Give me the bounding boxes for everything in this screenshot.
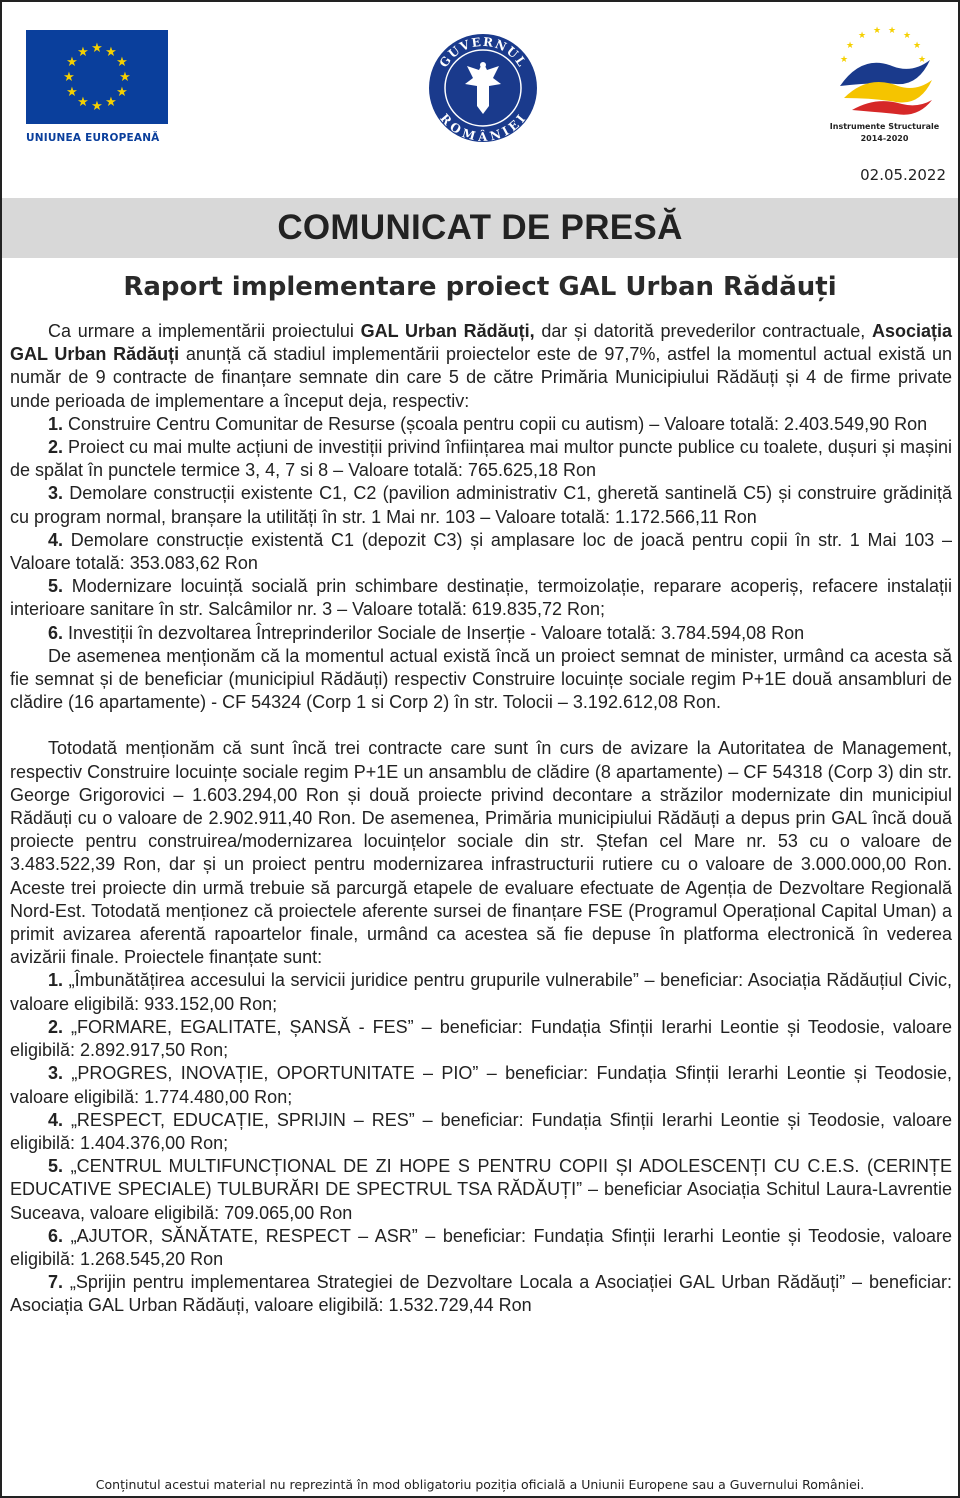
list-item-text: „Sprijin pentru implementarea Strategiei de Dezvoltare Locala a Asociației GAL Urban Rădăuți” – beneficiar: Asociația GAL Urban Rădăuți, valoare eligibilă: 1.532.729,44 Ron [10, 1272, 952, 1316]
list-item-number: 5. [48, 1156, 64, 1177]
eu-flag-icon [26, 30, 168, 124]
svg-text:★: ★ [872, 26, 882, 36]
svg-text:★: ★ [105, 45, 117, 60]
fse-list-item [10, 1016, 952, 1062]
intro-bold-1: GAL Urban Rădăuți, [360, 321, 535, 341]
page-title: COMUNICAT DE PRESĂ [277, 208, 683, 247]
paragraph-spacer [10, 714, 952, 737]
fse-list-item [10, 1225, 952, 1271]
body-text [10, 320, 952, 1318]
list-item [10, 622, 952, 645]
list-item-number: 1. [48, 413, 64, 434]
list-item-text: „AJUTOR, SĂNĂTATE, RESPECT – ASR” – beneficiar: Fundația Sfinții Ierarhi Leontie și Teodosie, valoare eligibilă: 1.268.545,20 Ron [10, 1225, 952, 1269]
intro-text-3: anunță că stadiul implementării proiectelor este de 97,7%, astfel la momentul actual există un număr de 9 contracte de finanțare semnate din care 5 de către Primăria Municipiului Rădăuți și 4 de firme private unde perioada de implementare a început deja, respectiv: [10, 344, 952, 411]
list-item-number: 4. [48, 1109, 64, 1130]
eu-label: UNIUNEA EUROPEANĂ [26, 132, 160, 144]
gov-seal-bottom-text: ROMÂNIEI [437, 111, 530, 144]
list-item-number: 5. [48, 576, 64, 597]
eu-logo [26, 30, 172, 144]
list-item-text: „Îmbunătățirea accesului la servicii juridice pentru grupurile vulnerabile” – beneficiar: Asociația Rădăuțiul Civic, valoare eligibilă: 933.152,00 Ron; [10, 970, 952, 1014]
svg-text:★: ★ [66, 85, 78, 100]
list-item [10, 482, 952, 528]
list-item-number: 3. [48, 1063, 64, 1084]
fse-list-item [10, 1109, 952, 1155]
list-item-number: 2. [48, 437, 64, 458]
svg-text:★: ★ [77, 95, 89, 110]
svg-text:★: ★ [857, 31, 867, 41]
list-item-text: „PROGRES, INOVAȚIE, OPORTUNITATE – PIO” – beneficiar: Fundația Sfinții Ierarhi Leontie și Teodosie, valoare eligibilă: 1.774.480,00 Ron; [10, 1063, 952, 1107]
fse-list-item [10, 1155, 952, 1225]
list-item [10, 575, 952, 621]
list-item [10, 436, 952, 482]
list-item-text: Modernizare locuință socială prin schimbare destinație, termoizolație, reparare acoperiș, refacere instalații interioare sanitare în str. Salcâmilor nr. 3 – Valoare totală: 619.835,72 Ron; [10, 576, 952, 620]
svg-text:★: ★ [119, 70, 131, 85]
additional-project-paragraph: De asemenea menționăm că la momentul actual există încă un proiect semnat de minister, urmând ca acesta să fie semnat și de beneficiar (municipiul Rădăuți) respectiv Construire locuințe sociale regim P+1E două ansambluri de clădire (16 apartamente) - CF 54324 (Corp 1 si Corp 2) în str. Tolocii – 3.192.612,08 Ron. [10, 645, 952, 713]
list-item-text: Demolare construcție existentă C1 (depozit C3) și amplasare loc de joacă pentru copii în str. 1 Mai 103 – Valoare totală: 353.083,62 Ron [10, 529, 952, 574]
list-item-number: 7. [48, 1272, 64, 1293]
svg-text:★: ★ [66, 55, 78, 70]
intro-bold-2: Asociația GAL Urban Rădăuți [10, 321, 953, 365]
svg-text:★: ★ [845, 41, 855, 51]
intro-text-2: dar și datorită prevederilor contractuale, [534, 321, 872, 341]
fse-list-item [10, 969, 952, 1015]
intro-paragraph [10, 320, 952, 413]
page-subtitle: Raport implementare proiect GAL Urban Rădăuți [123, 272, 837, 302]
list-item-text: „CENTRUL MULTIFUNCȚIONAL DE ZI HOPE S PENTRU COPII ȘI ADOLESCENȚI CU C.E.S. (CERINȚE EDUCATIVE SPECIALE) TULBURĂRI DE SPECTRUL TSA RĂDĂUȚI” – beneficiar Asociația Schitul Laura-Lavrentie Suceava, valoare eligibilă: 709.065,00 Ron [10, 1156, 952, 1223]
svg-text:★: ★ [77, 45, 89, 60]
svg-text:★: ★ [887, 26, 897, 36]
list-item-number: 6. [48, 1225, 64, 1246]
svg-text:★: ★ [917, 55, 927, 65]
fse-list-item [10, 1062, 952, 1108]
list-item-number: 6. [48, 622, 64, 643]
svg-text:★: ★ [63, 70, 75, 85]
list-item-number: 4. [48, 529, 64, 550]
gov-seal-top-text: GUVERNUL [436, 34, 530, 70]
list-item-number: 1. [48, 970, 64, 991]
list-item-text: Construire Centru Comunitar de Resurse (școala pentru copii cu autism) – Valoare totală: 2.403.549,90 Ron [63, 413, 928, 434]
svg-text:★: ★ [91, 41, 103, 56]
list-item-text: „FORMARE, EGALITATE, ȘANSĂ - FES” – beneficiar: Fundația Sfinții Ierarhi Leontie și Teodosie, valoare eligibilă: 2.892.917,50 Ron; [10, 1016, 952, 1061]
government-seal-icon [427, 32, 539, 144]
svg-text:★: ★ [912, 41, 922, 51]
pending-contracts-paragraph: Totodată menționăm că sunt încă trei contracte care sunt în curs de avizare la Autoritatea de Management, respectiv Construire locuințe sociale regim P+1E un ansamblu de clădire (8 apartamente) – CF 54318 (Corp 3) din str. George Grigorovici – 1.603.294,00 Ron și două proiecte privind decontare a străzilor modernizate din municipiul Rădăuți cu o valoare de 2.902.911,40 Ron. De asemenea, Primăria municipiului Rădăuți a depus prin GAL încă două proiecte pentru construirea/modernizarea locuințelor sociale din str. Ștefan cel Mare nr. 53 cu o valoare de 3.483.522,39 Ron, dar și un proiect pentru modernizarea infrastructurii rutiere cu o valoare de 3.000.000,00 Ron. Aceste trei proiecte din urmă trebuie să parcurgă etapele de evaluare efectuate de Agenția de Dezvoltare Regională Nord-Est. Totodată menționez că proiectele aferente sursei de finanțare FSE (Programul Operațional Capital Uman) a primit avizarea aferentă rapoartelor finale, urmând ca acestea să fie depuse în platforma electronică în vederea avizării finale. Proiectele finanțate sunt: [10, 738, 952, 968]
list-item-text: Proiect cu mai multe acțiuni de investiții privind înființarea mai multor puncte publice cu toalete, dușuri și mașini de spălat în punctele termice 3, 4, 7 si 8 – Valoare totală: 765.625,18 Ron [10, 437, 952, 481]
svg-text:★: ★ [839, 55, 849, 65]
list-item-text: Investiții în dezvoltarea Întreprinderilor Sociale de Inserție - Valoare totală: 3.784.594,08 Ron [63, 622, 805, 643]
svg-text:★: ★ [116, 55, 128, 70]
svg-text:★: ★ [902, 31, 912, 41]
list-item-number: 3. [48, 483, 64, 504]
svg-text:★: ★ [116, 85, 128, 100]
logo-header [2, 2, 958, 162]
title-band [2, 198, 958, 258]
svg-text:★: ★ [105, 95, 117, 110]
fse-list-item [10, 1271, 952, 1317]
list-item-text: Demolare construcții existente C1, C2 (pavilion administrativ C1, gheretă santinelă C5) și construire grădiniță cu program normal, branșare la utilități în str. 1 Mai nr. 103 – Valoare totală: 1.172.566,11 Ron [10, 483, 952, 527]
release-date: 02.05.2022 [860, 166, 946, 184]
disclaimer-footer: Conținutul acestui material nu reprezintă în mod obligatoriu poziția oficială a Uniunii Europene sau a Guvernului României. [95, 1477, 865, 1492]
list-item [10, 413, 952, 436]
svg-text:★: ★ [91, 99, 103, 114]
structural-instruments-label: Instrumente Structurale [829, 122, 940, 131]
list-item [10, 529, 952, 575]
list-item-text: „RESPECT, EDUCAȚIE, SPRIJIN – RES” – beneficiar: Fundația Sfinții Ierarhi Leontie și Teodosie, valoare eligibilă: 1.404.376,00 Ron; [10, 1109, 952, 1153]
structural-instruments-icon [822, 24, 947, 116]
structural-instruments-logo [822, 24, 947, 144]
list-item-number: 2. [48, 1016, 64, 1037]
intro-text-1: Ca urmare a implementării proiectului [48, 321, 361, 341]
structural-instruments-years: 2014-2020 [860, 134, 909, 143]
